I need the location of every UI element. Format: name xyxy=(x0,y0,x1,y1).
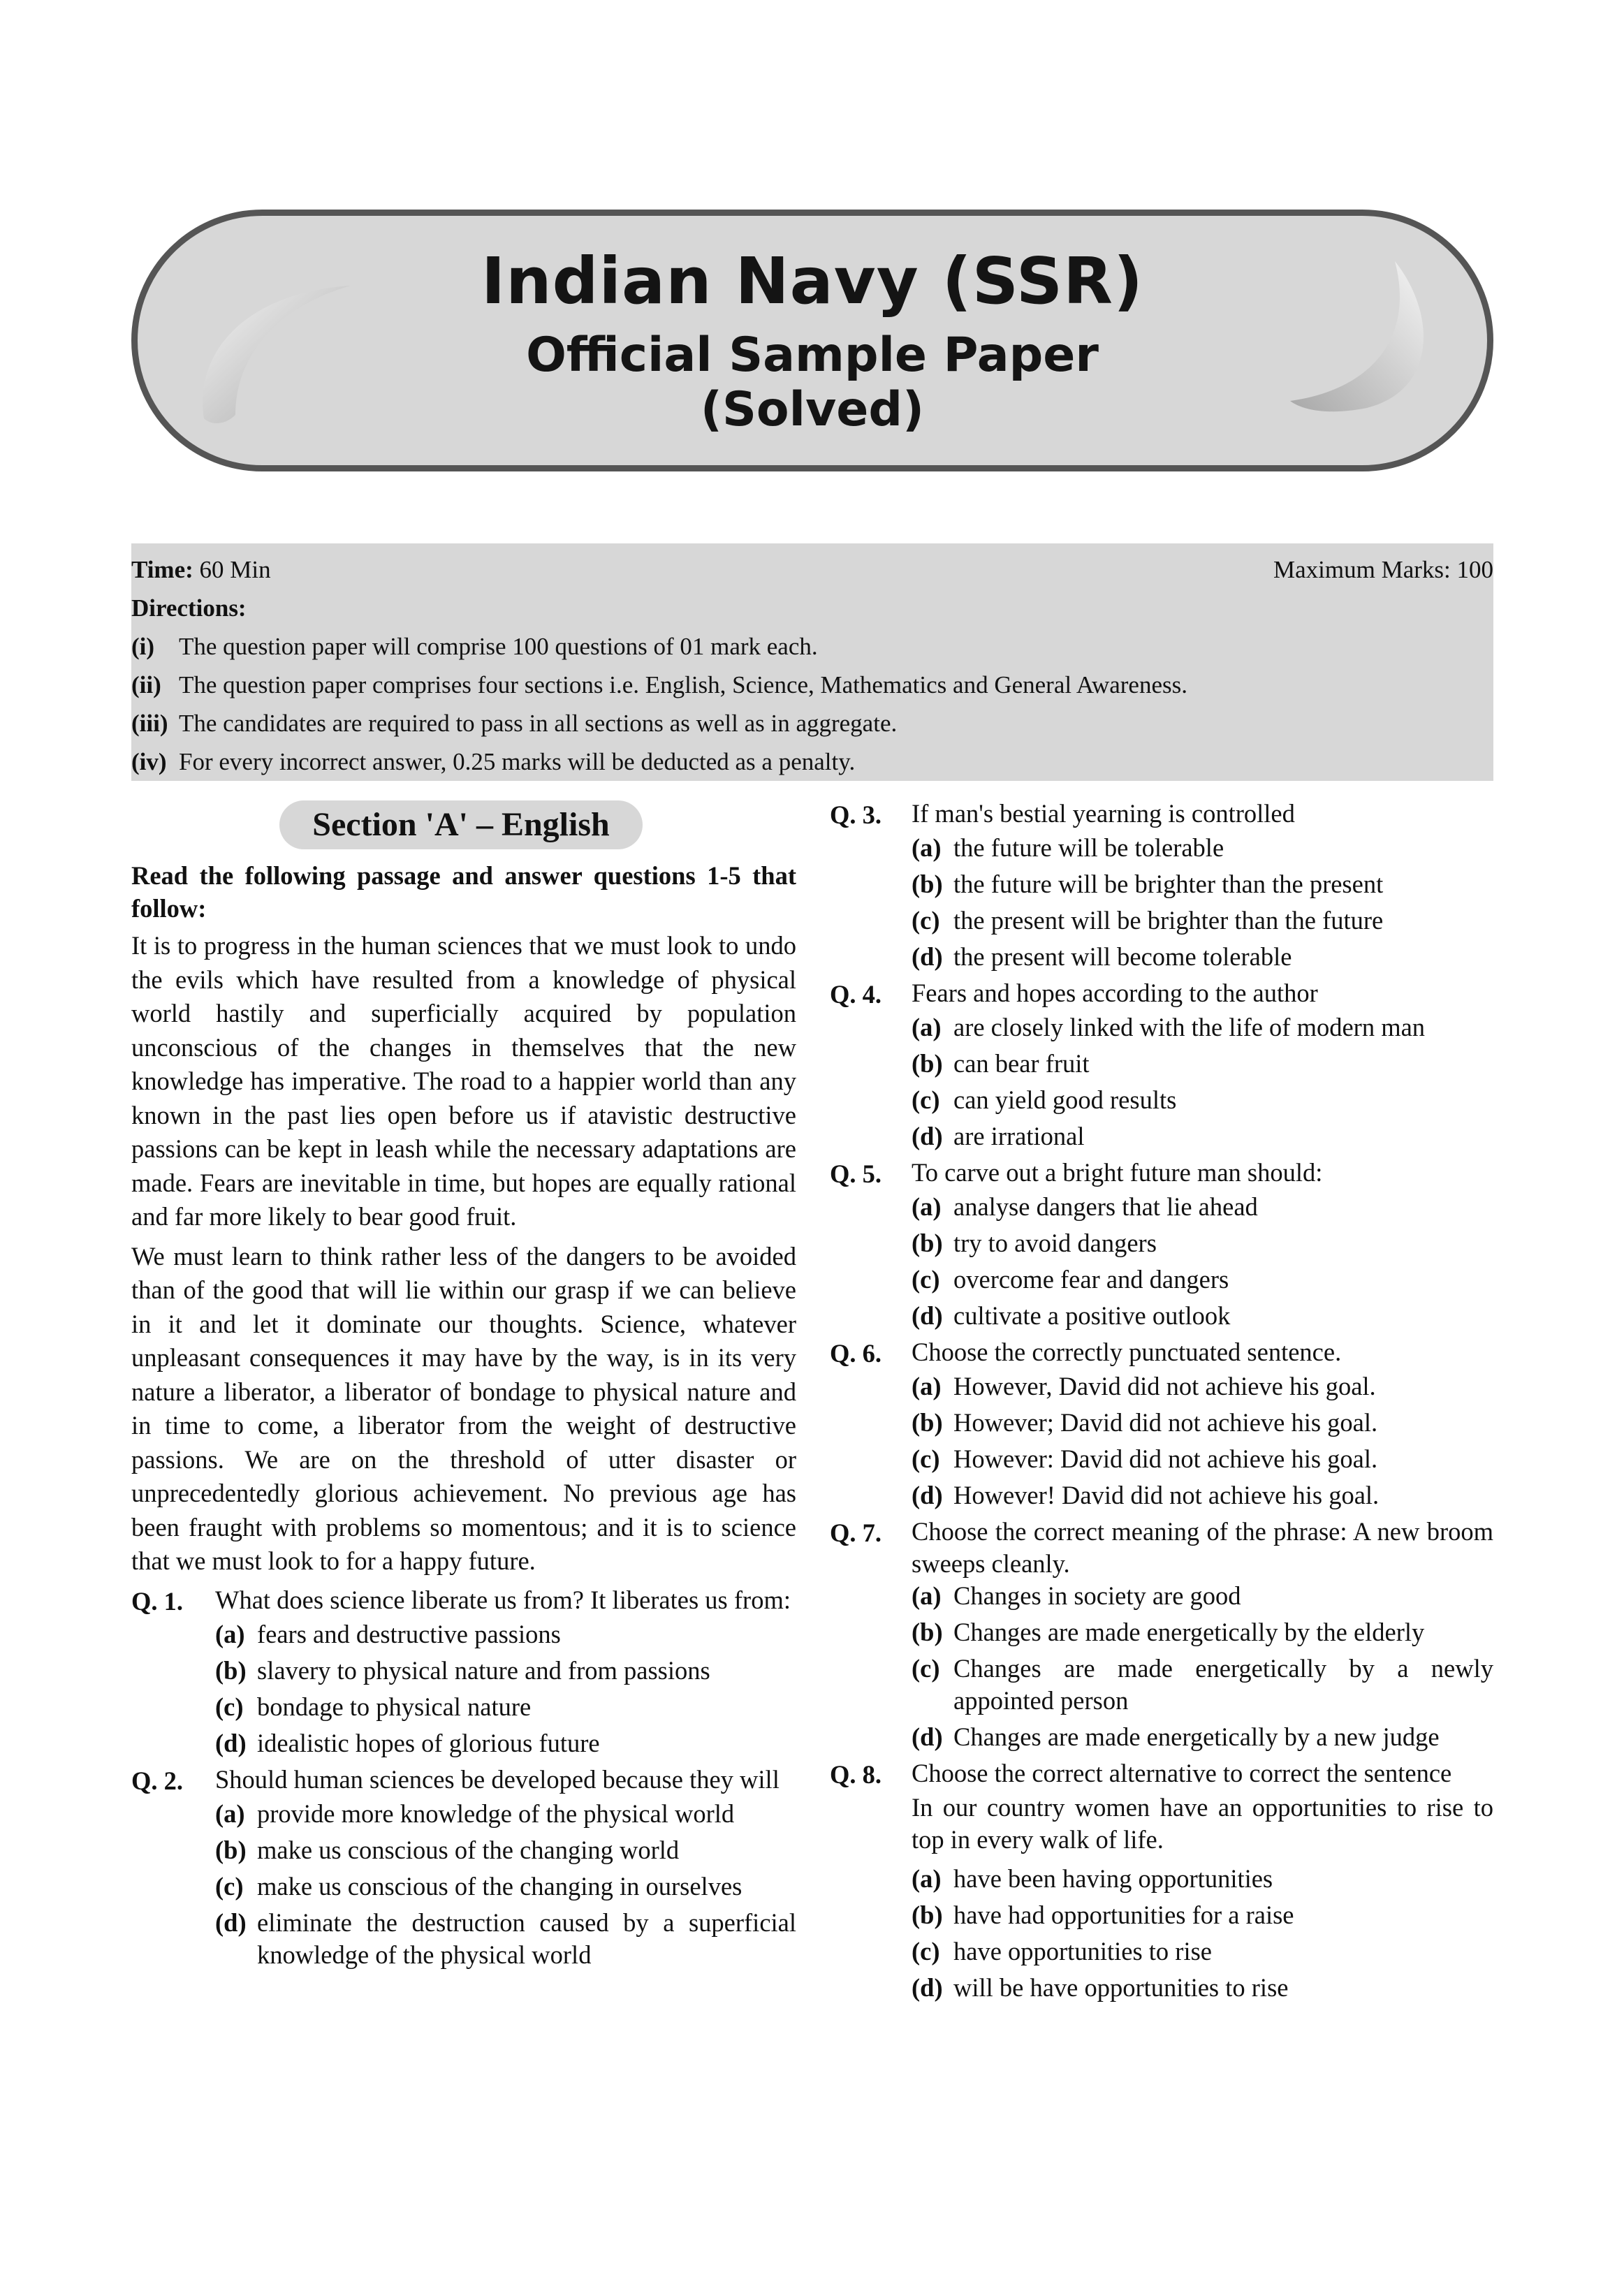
option-label: (b) xyxy=(912,1901,943,1929)
option-label: (a) xyxy=(912,833,942,862)
answer-option[interactable] xyxy=(215,1655,796,1687)
directions-heading: Directions: xyxy=(131,594,247,622)
answer-option[interactable] xyxy=(912,1443,1493,1475)
question-text: Fears and hopes according to the author xyxy=(912,979,1318,1007)
option-label: (b) xyxy=(215,1835,247,1864)
answer-option[interactable] xyxy=(912,1935,1493,1968)
question-text: To carve out a bright future man should: xyxy=(912,1158,1323,1187)
direction-text: For every incorrect answer, 0.25 marks will be deducted as a penalty. xyxy=(179,748,856,775)
question-text: What does science liberate us from? It liberates us from: xyxy=(215,1585,791,1614)
option-text: Changes are made energetically by the elderly xyxy=(953,1618,1425,1646)
answer-option[interactable] xyxy=(912,905,1493,937)
option-text: Changes in society are good xyxy=(953,1581,1241,1610)
option-text: However! David did not achieve his goal. xyxy=(953,1481,1380,1509)
direction-number: (ii) xyxy=(131,671,161,698)
question xyxy=(830,798,1493,832)
option-label: (b) xyxy=(912,1229,943,1257)
answer-option[interactable] xyxy=(912,1191,1493,1223)
answer-option[interactable] xyxy=(215,1798,796,1830)
option-label: (c) xyxy=(912,1937,940,1965)
direction-item xyxy=(131,627,1493,666)
direction-text: The candidates are required to pass in all sections as well as in aggregate. xyxy=(179,710,898,737)
question xyxy=(830,1336,1493,1370)
option-text: analyse dangers that lie ahead xyxy=(953,1192,1258,1221)
option-label: (d) xyxy=(912,1301,943,1330)
answer-option[interactable] xyxy=(215,1834,796,1866)
option-text: will be have opportunities to rise xyxy=(953,1973,1289,2002)
question xyxy=(830,1757,1493,1792)
option-text: eliminate the destruction caused by a superficial knowledge of the physical world xyxy=(257,1908,796,1969)
passage-paragraph: We must learn to think rather less of the dangers to be avoided than of the good that will lie within our grasp if we can believe in it and let it dominate our thoughts. Science, whatever unpleasant consequences it may have by the way, is in its very nature a liberator, a liberator of bondage to physical nature and in time to come, a liberator from the weight of destructive passions. We are on the threshold of utter disaster or unprecedentedly glorious achievement. No previous age has been fraught with problems so momentous; and it is to science that we must look to for a happy future. xyxy=(131,1241,796,1575)
answer-option[interactable] xyxy=(912,832,1493,864)
question xyxy=(830,1157,1493,1191)
title-banner xyxy=(131,210,1493,471)
option-label: (c) xyxy=(912,906,940,935)
answer-option[interactable] xyxy=(912,1300,1493,1332)
option-text: bondage to physical nature xyxy=(257,1692,532,1721)
paper-subtitle: Official Sample Paper xyxy=(526,328,1099,383)
option-text: make us conscious of the changing world xyxy=(257,1835,680,1864)
answer-option[interactable] xyxy=(912,1264,1493,1296)
option-text: overcome fear and dangers xyxy=(953,1265,1229,1294)
option-label: (c) xyxy=(912,1654,940,1683)
option-text: provide more knowledge of the physical world xyxy=(257,1799,735,1828)
option-text: slavery to physical nature and from passions xyxy=(257,1655,710,1685)
option-text: fears and destructive passions xyxy=(257,1619,561,1648)
question xyxy=(131,1584,796,1618)
option-label: (d) xyxy=(215,1728,247,1757)
time-info xyxy=(131,550,271,589)
option-label: (c) xyxy=(912,1085,940,1114)
answer-option[interactable] xyxy=(215,1691,796,1723)
option-label: (c) xyxy=(215,1871,244,1901)
option-label: (a) xyxy=(215,1619,245,1648)
question-number: Q. 2. xyxy=(131,1766,184,1795)
answer-option[interactable] xyxy=(912,1899,1493,1931)
answer-option[interactable] xyxy=(912,868,1493,900)
question-text: Choose the correct alternative to correct the sentence xyxy=(912,1759,1452,1787)
question-number: Q. 7. xyxy=(830,1518,882,1547)
option-text: idealistic hopes of glorious future xyxy=(257,1728,600,1757)
direction-number: (iii) xyxy=(131,710,168,737)
option-text: are closely linked with the life of modern man xyxy=(953,1013,1426,1041)
option-label: (d) xyxy=(912,1973,943,2002)
time-marks-row xyxy=(131,550,1493,589)
option-label: (c) xyxy=(215,1692,244,1721)
answer-option[interactable] xyxy=(912,1616,1493,1648)
question-text: Choose the correctly punctuated sentence. xyxy=(912,1338,1342,1366)
question-sentence: In our country women have an opportunities to rise to top in every walk of life. xyxy=(912,1793,1493,1854)
option-label: (b) xyxy=(215,1655,247,1685)
question-number: Q. 3. xyxy=(830,800,882,829)
question-text: Should human sciences be developed because they will xyxy=(215,1764,780,1794)
section-heading: Section 'A' – English xyxy=(279,800,643,849)
time-value: 60 Min xyxy=(199,556,271,583)
answer-option[interactable] xyxy=(912,1048,1493,1080)
question xyxy=(131,1764,796,1798)
option-label: (a) xyxy=(912,1013,942,1041)
answer-option[interactable] xyxy=(215,1871,796,1903)
option-label: (a) xyxy=(912,1372,942,1400)
directions-box xyxy=(131,543,1493,781)
option-text: try to avoid dangers xyxy=(953,1229,1157,1257)
option-label: (c) xyxy=(912,1444,940,1473)
answer-option[interactable] xyxy=(912,1407,1493,1439)
answer-option[interactable] xyxy=(912,941,1493,973)
answer-option[interactable] xyxy=(912,1863,1493,1895)
answer-option[interactable] xyxy=(215,1727,796,1759)
question-number: Q. 4. xyxy=(830,980,882,1009)
option-label: (a) xyxy=(215,1799,245,1828)
question-text: Choose the correct meaning of the phrase: A new broom sweeps cleanly. xyxy=(912,1517,1493,1578)
option-text: Changes are made energetically by a newly appointed person xyxy=(953,1654,1493,1715)
direction-text: The question paper will comprise 100 questions of 01 mark each. xyxy=(179,633,818,660)
question-number: Q. 8. xyxy=(830,1760,882,1789)
option-text: However, David did not achieve his goal. xyxy=(953,1372,1376,1400)
option-label: (b) xyxy=(912,1049,943,1078)
answer-option[interactable] xyxy=(912,1370,1493,1403)
option-label: (b) xyxy=(912,1408,943,1437)
time-label: Time: xyxy=(131,556,193,583)
option-label: (d) xyxy=(912,1722,943,1751)
left-column xyxy=(131,796,796,1975)
option-text: are irrational xyxy=(953,1122,1085,1150)
answer-option[interactable] xyxy=(912,1580,1493,1612)
direction-text: The question paper comprises four sections i.e. English, Science, Mathematics and General Awareness. xyxy=(179,671,1187,698)
option-label: (a) xyxy=(912,1581,942,1610)
paper-title: Indian Navy (SSR) xyxy=(481,244,1144,319)
question-number: Q. 1. xyxy=(131,1586,184,1616)
option-label: (b) xyxy=(912,1618,943,1646)
question-number: Q. 5. xyxy=(830,1159,882,1188)
option-text: Changes are made energetically by a new judge xyxy=(953,1722,1440,1751)
maximum-marks: Maximum Marks: 100 xyxy=(1273,556,1493,583)
option-text: However; David did not achieve his goal. xyxy=(953,1408,1378,1437)
question-text: If man's bestial yearning is controlled xyxy=(912,799,1295,828)
answer-option[interactable] xyxy=(912,1721,1493,1753)
answer-option[interactable] xyxy=(912,1972,1493,2004)
answer-option[interactable] xyxy=(912,1653,1493,1717)
right-column xyxy=(830,796,1493,2008)
option-text: However: David did not achieve his goal. xyxy=(953,1444,1378,1473)
answer-option[interactable] xyxy=(912,1479,1493,1511)
option-label: (d) xyxy=(215,1908,247,1937)
question-number: Q. 6. xyxy=(830,1339,882,1368)
option-text: the future will be brighter than the present xyxy=(953,870,1384,898)
option-text: the future will be tolerable xyxy=(953,833,1224,862)
question xyxy=(830,1516,1493,1580)
option-text: have opportunities to rise xyxy=(953,1937,1212,1965)
answer-option[interactable] xyxy=(215,1618,796,1650)
option-label: (d) xyxy=(912,942,943,971)
option-text: can bear fruit xyxy=(953,1049,1090,1078)
option-text: the present will be brighter than the future xyxy=(953,906,1384,935)
option-text: have been having opportunities xyxy=(953,1864,1273,1893)
direction-item xyxy=(131,666,1493,704)
option-label: (d) xyxy=(912,1122,943,1150)
option-label: (c) xyxy=(912,1265,940,1294)
option-text: make us conscious of the changing in ourselves xyxy=(257,1871,742,1901)
option-text: cultivate a positive outlook xyxy=(953,1301,1231,1330)
option-label: (a) xyxy=(912,1864,942,1893)
option-label: (a) xyxy=(912,1192,942,1221)
option-label: (b) xyxy=(912,870,943,898)
answer-option[interactable] xyxy=(912,1011,1493,1044)
direction-number: (iv) xyxy=(131,748,167,775)
option-label: (d) xyxy=(912,1481,943,1509)
answer-option[interactable] xyxy=(215,1907,796,1971)
answer-option[interactable] xyxy=(912,1227,1493,1259)
answer-option[interactable] xyxy=(912,1120,1493,1152)
option-text: have had opportunities for a raise xyxy=(953,1901,1294,1929)
direction-item xyxy=(131,742,1493,781)
paper-note: (Solved) xyxy=(700,382,925,437)
answer-option[interactable] xyxy=(912,1084,1493,1116)
direction-number: (i) xyxy=(131,633,155,660)
direction-item xyxy=(131,704,1493,742)
option-text: can yield good results xyxy=(953,1085,1177,1114)
option-text: the present will become tolerable xyxy=(953,942,1292,971)
question xyxy=(830,977,1493,1011)
passage-instruction: Read the following passage and answer questions 1-5 that follow: xyxy=(131,861,796,923)
passage-paragraph: It is to progress in the human sciences that we must look to undo the evils which have resulted from a knowledge of physical world hastily and superficially acquired by population unconscious of the changes in themselves that the new knowledge has imperative. The road to a happier world than any known in the past lies open before us if atavistic destructive passions can be kept in leash while the necessary adaptations are made. Fears are inevitable in time, but hopes are equally rational and far more likely to bear good fruit. xyxy=(131,931,796,1231)
